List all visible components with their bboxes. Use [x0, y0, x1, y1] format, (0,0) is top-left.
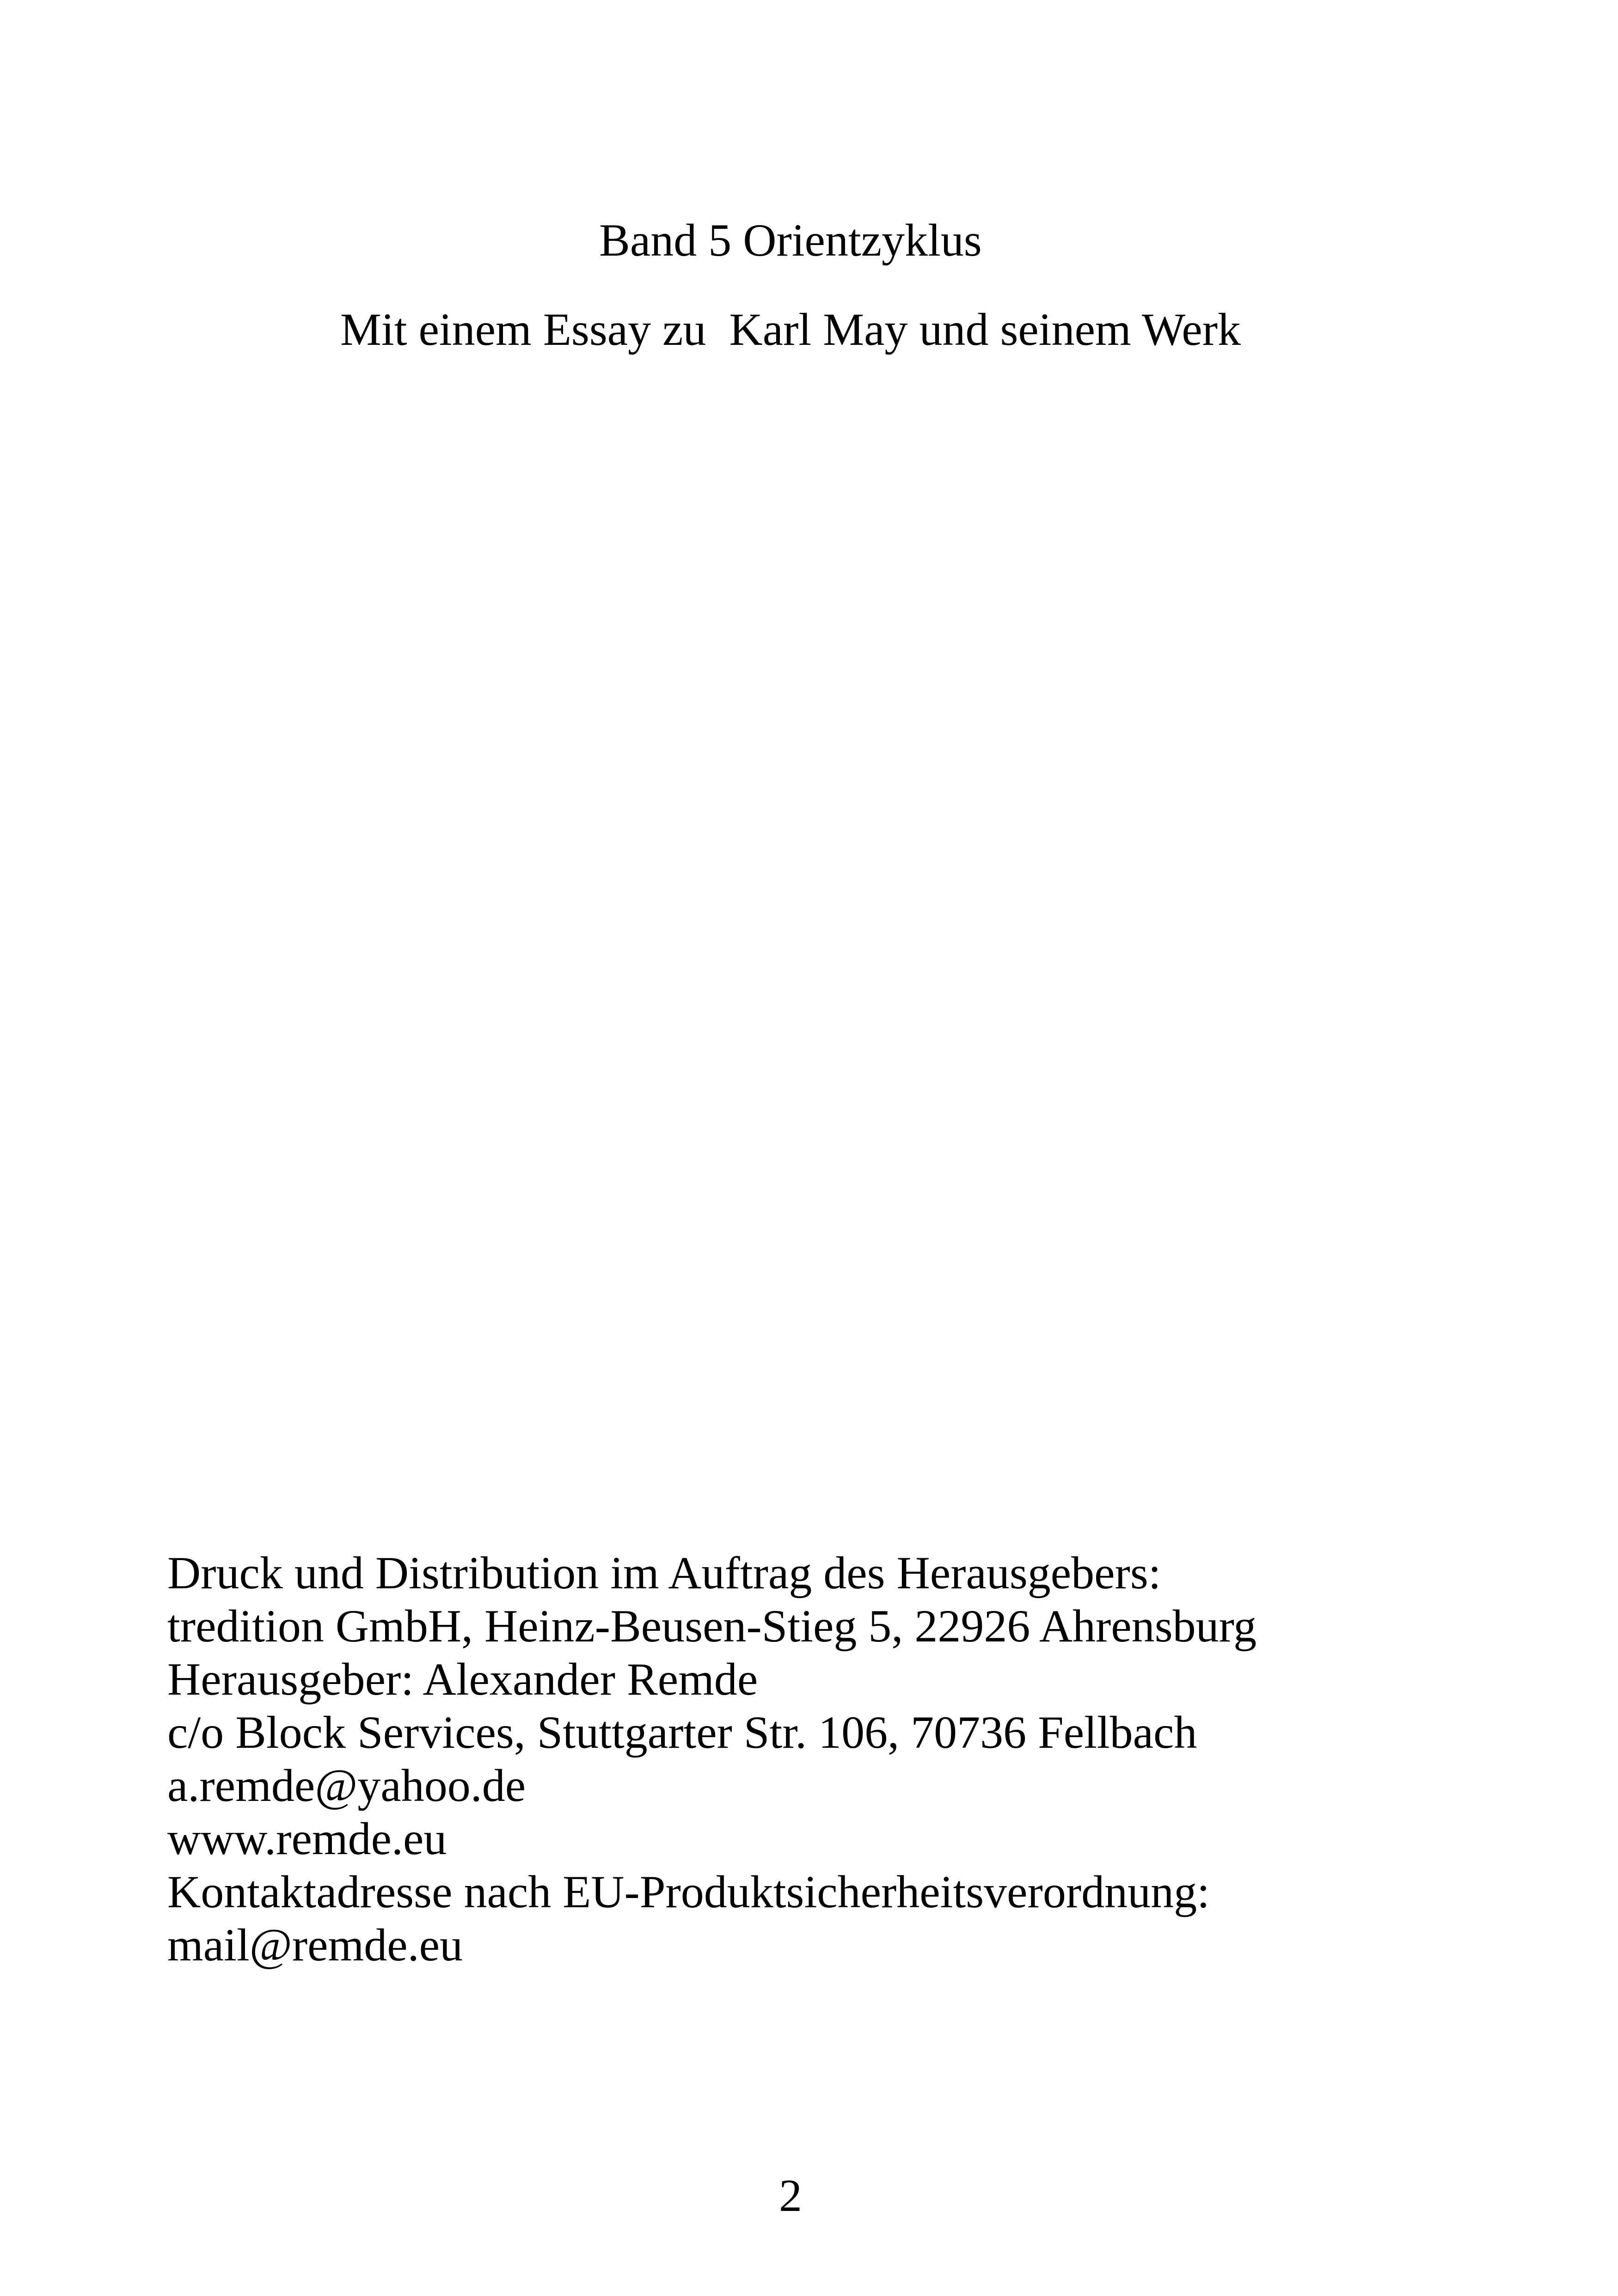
- imprint-line-email: a.remde@yahoo.de: [167, 1760, 526, 1811]
- imprint-line-website: www.remde.eu: [167, 1813, 447, 1864]
- imprint-line-distribution: Druck und Distribution im Auftrag des Herausgebers:: [167, 1547, 1161, 1598]
- imprint-line-publisher-address: c/o Block Services, Stuttgarter Str. 106, 70736 Fellbach: [167, 1707, 1197, 1758]
- imprint-block: [167, 1546, 1554, 1971]
- imprint-line-printer-address: tredition GmbH, Heinz-Beusen-Stieg 5, 22926 Ahrensburg: [167, 1600, 1257, 1652]
- imprint-line-publisher: Herausgeber: Alexander Remde: [167, 1653, 758, 1705]
- page-number: 2: [779, 2170, 802, 2221]
- imprint-line-contact-label: Kontaktadresse nach EU-Produktsicherheitsverordnung:: [167, 1866, 1210, 1917]
- imprint-line-contact-email: mail@remde.eu: [167, 1919, 463, 1971]
- volume-title: Band 5 Orientzyklus: [599, 214, 982, 266]
- subtitle: Mit einem Essay zu Karl May und seinem Werk: [340, 304, 1241, 355]
